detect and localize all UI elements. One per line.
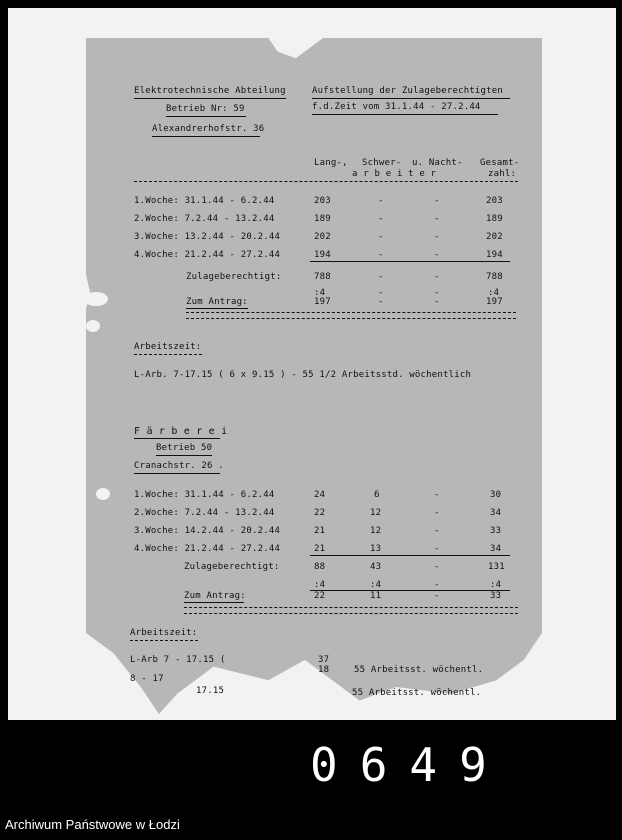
punch-hole xyxy=(84,292,108,306)
week-label: 1.Woche: 31.1.44 - 6.2.44 xyxy=(134,490,275,500)
underline xyxy=(134,98,286,99)
doc-period: f.d.Zeit vom 31.1.44 - 27.2.44 xyxy=(312,102,481,112)
week-label: 1.Woche: 31.1.44 - 6.2.44 xyxy=(134,196,275,206)
cell-schwer: 13 xyxy=(370,544,382,554)
sum-line xyxy=(310,555,510,556)
cell-nacht: - xyxy=(434,288,440,298)
section2-address: Cranachstr. 26 . xyxy=(134,461,224,471)
week-label: 3.Woche: 13.2.44 - 20.2.44 xyxy=(134,232,281,242)
underline xyxy=(312,98,510,99)
cell-nacht: - xyxy=(434,490,440,500)
week-label: 4.Woche: 21.2.44 - 27.2.44 xyxy=(134,544,281,554)
underline xyxy=(130,640,198,642)
col-header-arbeiter: a r b e i t e r xyxy=(352,169,437,179)
dept-name: Elektrotechnische Abteilung xyxy=(134,86,286,96)
underline xyxy=(186,308,248,309)
cell-lang: 203 xyxy=(314,196,331,206)
cell-lang: 22 xyxy=(314,508,326,518)
stamp-number: 0649 xyxy=(310,738,509,792)
cell-gesamt: 189 xyxy=(486,214,503,224)
arbeitszeit-text: L-Arb. 7-17.15 ( 6 x 9.15 ) - 55 1/2 Arbeitsstd. wöchentlich xyxy=(134,370,472,380)
cell-schwer: 12 xyxy=(370,526,382,536)
week-label: 3.Woche: 14.2.44 - 20.2.44 xyxy=(134,526,281,536)
cell-schwer: - xyxy=(378,272,384,282)
sum-line xyxy=(310,590,510,591)
cell-schwer: 6 xyxy=(374,490,380,500)
arbeitszeit-label: Arbeitszeit: xyxy=(130,628,198,638)
underline xyxy=(184,602,244,603)
archive-name: Archiwum Państwowe w Łodzi xyxy=(5,817,180,832)
cell-schwer: - xyxy=(378,250,384,260)
cell-lang: 24 xyxy=(314,490,326,500)
cell-nacht: - xyxy=(434,214,440,224)
arbeitszeit-line1-text: 55 Arbeitsst. wöchentl. xyxy=(354,665,484,675)
address: Alexandrerhofstr. 36 xyxy=(152,124,265,134)
cell-gesamt: 30 xyxy=(490,490,502,500)
header-separator xyxy=(134,181,518,183)
punch-hole xyxy=(86,320,100,332)
cell-gesamt: :4 xyxy=(488,288,500,298)
arbeitszeit-line1-value: 37 xyxy=(318,655,330,665)
underline xyxy=(156,455,212,456)
cell-lang: 202 xyxy=(314,232,331,242)
cell-nacht: - xyxy=(434,591,440,601)
arbeitszeit-line3-text: 55 Arbeitsst. wöchentl. xyxy=(352,688,482,698)
arbeitszeit-line3: 17.15 xyxy=(196,686,225,696)
antrag-label: Zum Antrag: xyxy=(186,297,248,307)
zulage-label: Zulageberechtigt: xyxy=(186,272,282,282)
cell-lang: :4 xyxy=(314,580,326,590)
cell-gesamt: 194 xyxy=(486,250,503,260)
week-label: 4.Woche: 21.2.44 - 27.2.44 xyxy=(134,250,281,260)
cell-nacht: - xyxy=(434,196,440,206)
double-line xyxy=(184,613,518,615)
cell-nacht: - xyxy=(434,526,440,536)
cell-nacht: - xyxy=(434,232,440,242)
cell-nacht: - xyxy=(434,580,440,590)
sum-line xyxy=(310,261,510,262)
cell-lang: 22 xyxy=(314,591,326,601)
cell-schwer: - xyxy=(378,214,384,224)
cell-schwer: - xyxy=(378,288,384,298)
double-line xyxy=(186,312,516,314)
cell-lang: 21 xyxy=(314,544,326,554)
arbeitszeit-label: Arbeitszeit: xyxy=(134,342,202,352)
cell-lang: :4 xyxy=(314,288,326,298)
cell-gesamt: 34 xyxy=(490,508,502,518)
week-label: 2.Woche: 7.2.44 - 13.2.44 xyxy=(134,508,275,518)
cell-schwer: 11 xyxy=(370,591,382,601)
cell-gesamt: 203 xyxy=(486,196,503,206)
cell-gesamt: :4 xyxy=(490,580,502,590)
cell-gesamt: 202 xyxy=(486,232,503,242)
col-header-gesamt: Gesamt- xyxy=(480,158,520,168)
double-line xyxy=(184,607,518,609)
col-header-lang: Lang-, xyxy=(314,158,348,168)
cell-lang: 197 xyxy=(314,297,331,307)
cell-gesamt: 197 xyxy=(486,297,503,307)
arbeitszeit-line1: L-Arb 7 - 17.15 ( xyxy=(130,655,226,665)
cell-gesamt: 33 xyxy=(490,526,502,536)
underline xyxy=(312,114,498,115)
cell-nacht: - xyxy=(434,544,440,554)
cell-schwer: - xyxy=(378,297,384,307)
cell-schwer: - xyxy=(378,232,384,242)
cell-lang: 194 xyxy=(314,250,331,260)
footer-bar xyxy=(0,810,622,840)
col-header-schwer: Schwer- xyxy=(362,158,402,168)
cell-nacht: - xyxy=(434,508,440,518)
col-header-nacht: u. Nacht- xyxy=(412,158,463,168)
cell-nacht: - xyxy=(434,297,440,307)
cell-nacht: - xyxy=(434,250,440,260)
cell-lang: 189 xyxy=(314,214,331,224)
underline xyxy=(134,473,220,474)
cell-gesamt: 33 xyxy=(490,591,502,601)
arbeitszeit-line2: 8 - 17 xyxy=(130,674,164,684)
cell-lang: 788 xyxy=(314,272,331,282)
doc-title: Aufstellung der Zulageberechtigten xyxy=(312,86,504,96)
cell-lang: 88 xyxy=(314,562,326,572)
cell-schwer: 43 xyxy=(370,562,382,572)
cell-gesamt: 788 xyxy=(486,272,503,282)
underline xyxy=(134,354,202,356)
punch-hole xyxy=(96,488,110,500)
cell-gesamt: 131 xyxy=(488,562,505,572)
col-header-zahl: zahl: xyxy=(488,169,517,179)
cell-schwer: - xyxy=(378,196,384,206)
underline xyxy=(134,438,220,439)
section2-title: F ä r b e r e i xyxy=(134,426,228,437)
antrag-label: Zum Antrag: xyxy=(184,591,246,601)
cell-schwer: 12 xyxy=(370,508,382,518)
underline xyxy=(152,136,260,137)
betrieb-number: Betrieb Nr: 59 xyxy=(166,104,245,114)
cell-schwer: :4 xyxy=(370,580,382,590)
zulage-label: Zulageberechtigt: xyxy=(184,562,280,572)
cell-nacht: - xyxy=(434,562,440,572)
underline xyxy=(166,116,246,117)
cell-gesamt: 34 xyxy=(490,544,502,554)
section2-betrieb: Betrieb 50 xyxy=(156,443,213,453)
week-label: 2.Woche: 7.2.44 - 13.2.44 xyxy=(134,214,275,224)
double-line xyxy=(186,318,516,320)
arbeitszeit-line2-value: 18 xyxy=(318,665,330,675)
cell-lang: 21 xyxy=(314,526,326,536)
cell-nacht: - xyxy=(434,272,440,282)
